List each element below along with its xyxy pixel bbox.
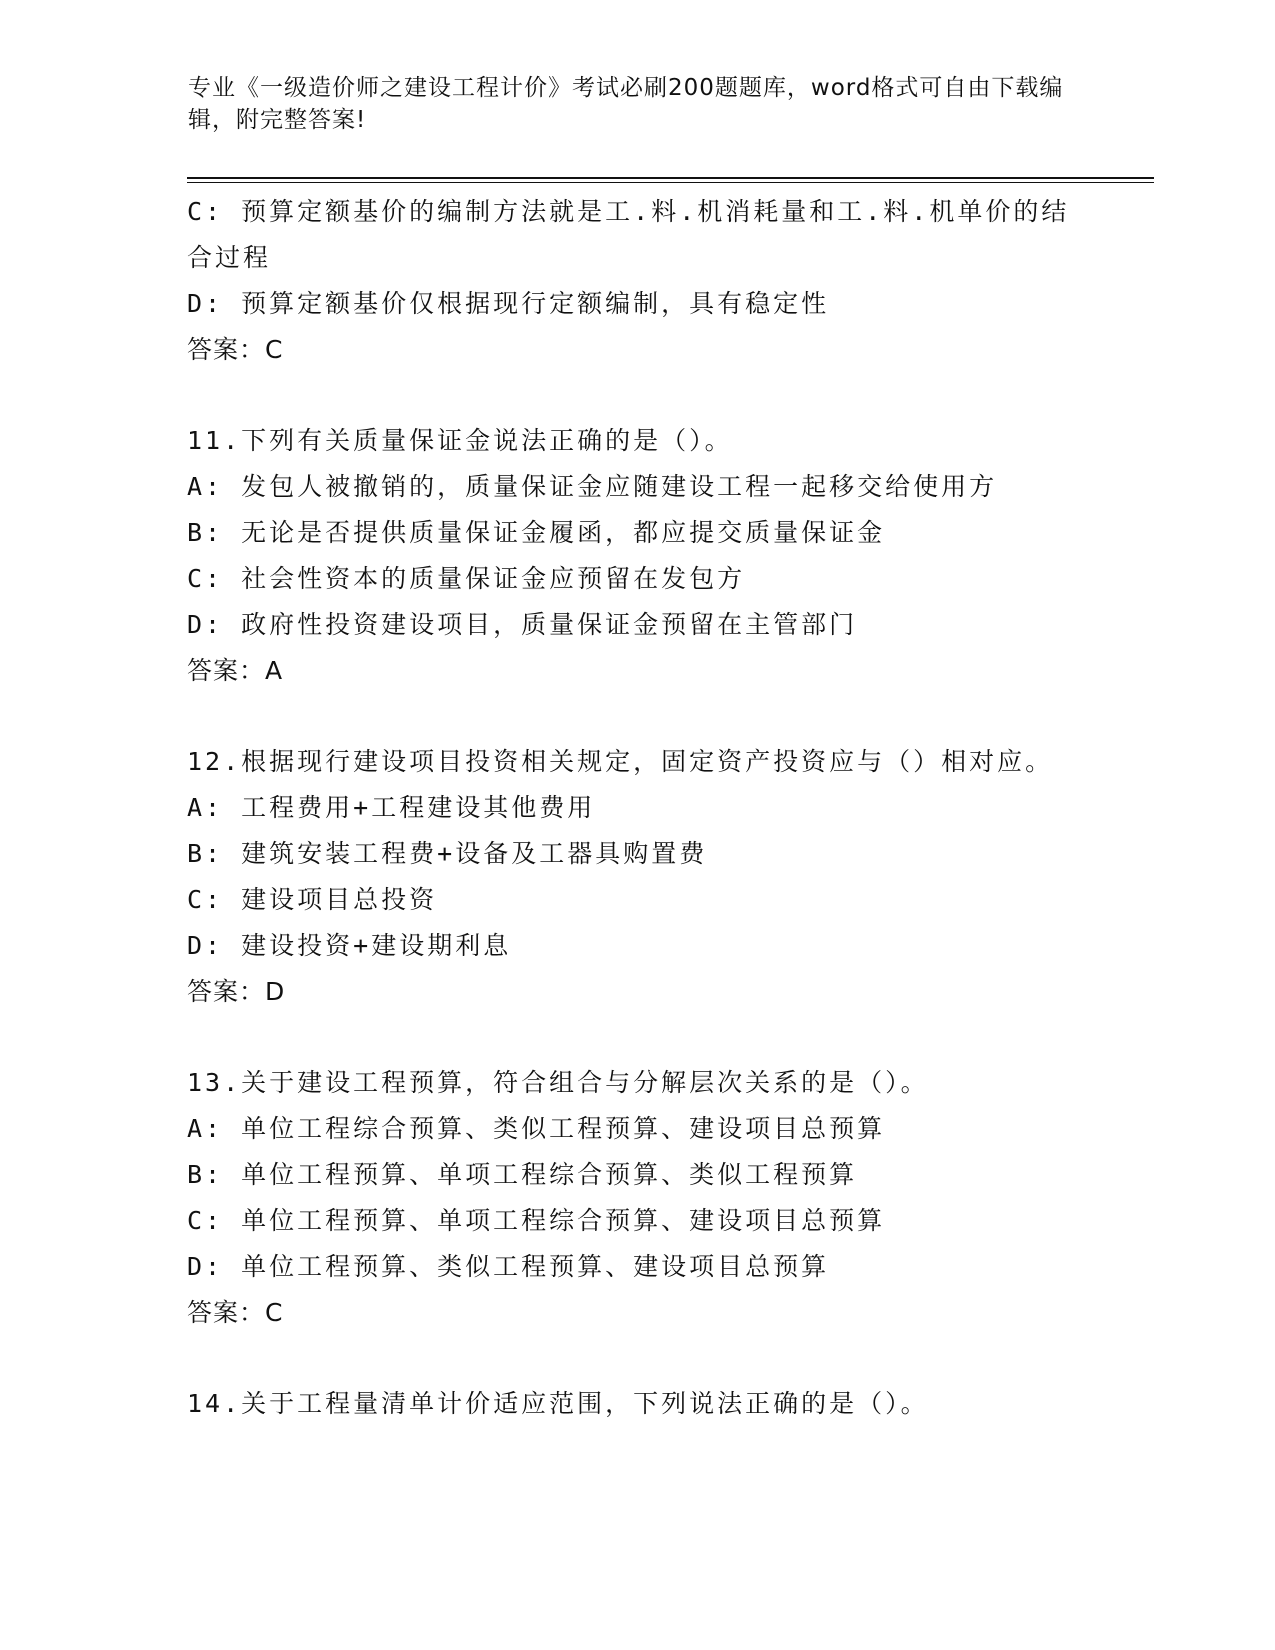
question-text: 12.根据现行建设项目投资相关规定，固定资产投资应与（）相对应。 xyxy=(187,747,1054,776)
header-divider-thin xyxy=(187,182,1154,183)
question-list xyxy=(187,189,1087,1427)
question-13 xyxy=(187,1060,1087,1336)
question-gap xyxy=(187,694,1087,739)
answer-label: 答案：C xyxy=(187,1298,284,1327)
option-c: C: 建设项目总投资 xyxy=(187,885,438,914)
option-a: A: 单位工程综合预算、类似工程预算、建设项目总预算 xyxy=(187,1114,886,1143)
option-b: B: 无论是否提供质量保证金履函，都应提交质量保证金 xyxy=(187,518,886,547)
option-d: D: 政府性投资建设项目，质量保证金预留在主管部门 xyxy=(187,610,858,639)
question-text: 11.下列有关质量保证金说法正确的是（）。 xyxy=(187,426,733,455)
question-gap xyxy=(187,1336,1087,1381)
question-10-tail xyxy=(187,189,1087,373)
option-c: C: 单位工程预算、单项工程综合预算、建设项目总预算 xyxy=(187,1206,886,1235)
answer-label: 答案：D xyxy=(187,977,286,1006)
option-b: B: 单位工程预算、单项工程综合预算、类似工程预算 xyxy=(187,1160,858,1189)
option-a: A: 发包人被撤销的，质量保证金应随建设工程一起移交给使用方 xyxy=(187,472,998,501)
option-c: C: 社会性资本的质量保证金应预留在发包方 xyxy=(187,564,746,593)
option-a: A: 工程费用+工程建设其他费用 xyxy=(187,793,596,822)
option-d: D: 单位工程预算、类似工程预算、建设项目总预算 xyxy=(187,1252,830,1281)
option-c: C: 预算定额基价的编制方法就是工.料.机消耗量和工.料.机单价的结合过程 xyxy=(187,197,1070,272)
question-14 xyxy=(187,1381,1087,1427)
question-11 xyxy=(187,418,1087,694)
page-header: 专业《一级造价师之建设工程计价》考试必刷200题题库，word格式可自由下载编辑，附完整答案! xyxy=(188,75,1064,133)
answer-label: 答案：A xyxy=(187,656,284,685)
option-d: D: 预算定额基价仅根据现行定额编制，具有稳定性 xyxy=(187,289,830,318)
question-gap xyxy=(187,1015,1087,1060)
question-12 xyxy=(187,739,1087,1015)
answer-label: 答案：C xyxy=(187,335,284,364)
option-d: D: 建设投资+建设期利息 xyxy=(187,931,512,960)
question-gap xyxy=(187,373,1087,418)
header-divider-thick xyxy=(187,177,1154,179)
question-text: 13.关于建设工程预算，符合组合与分解层次关系的是（）。 xyxy=(187,1068,929,1097)
question-text: 14.关于工程量清单计价适应范围，下列说法正确的是（）。 xyxy=(187,1389,929,1418)
option-b: B: 建筑安装工程费+设备及工器具购置费 xyxy=(187,839,708,868)
